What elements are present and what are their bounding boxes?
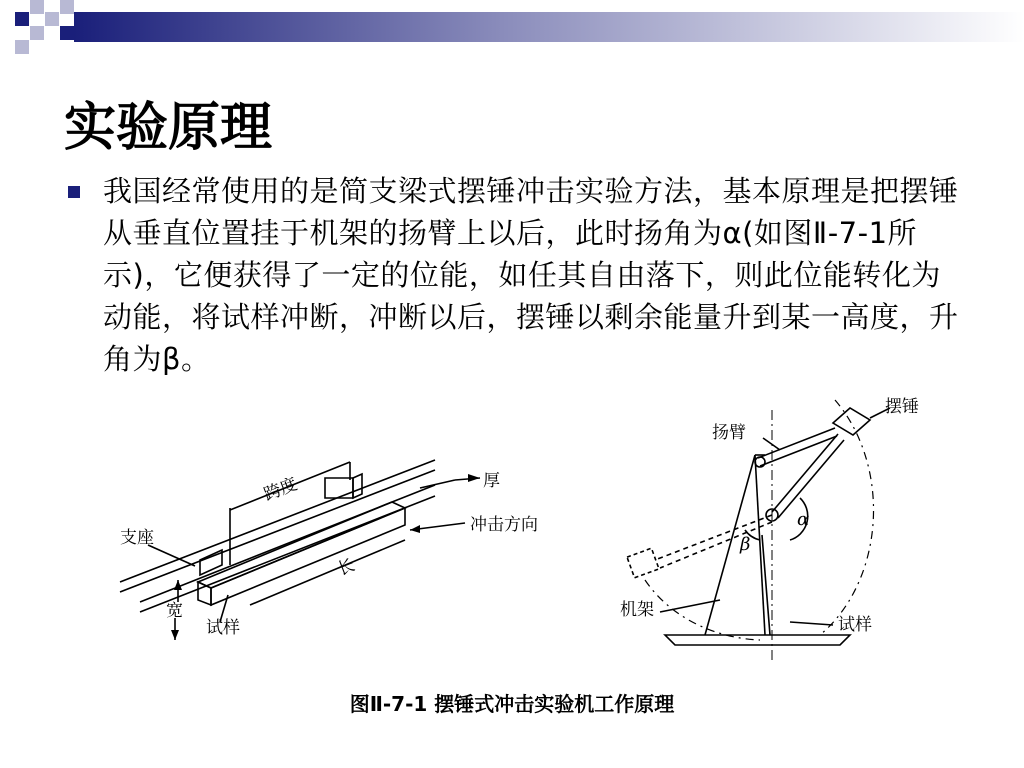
body-paragraph: 我国经常使用的是简支梁式摆锤冲击实验方法，基本原理是把摆锤从垂直位置挂于机架的扬臂上以后，此时扬角为α(如图Ⅱ-7-1所示)，它便获得了一定的位能，如任其自由落下，则此位能转化为动能，将试样冲断，冲断以后，摆锤以剩余能量升到某一高度，升角为β。 — [103, 174, 959, 376]
support-label: 支座 — [120, 528, 154, 548]
thickness-label: 厚 — [483, 471, 500, 491]
length-label: 长 — [334, 555, 358, 580]
bullet-square — [68, 186, 80, 198]
alpha-symbol: α — [797, 509, 810, 530]
impact-test-figure — [100, 390, 980, 670]
figure-caption: 图Ⅱ-7-1 摆锤式冲击实验机工作原理 — [349, 692, 675, 716]
specimen-label: 试样 — [206, 618, 240, 638]
arm-label: 扬臂 — [712, 423, 746, 443]
width-label: 宽 — [166, 601, 183, 621]
hammer-label: 摆锤 — [885, 397, 919, 417]
beta-symbol: β — [740, 534, 751, 555]
span-label: 跨度 — [261, 474, 301, 506]
machine-specimen-label: 试样 — [838, 615, 872, 635]
slide-title: 实验原理 — [64, 97, 273, 158]
impact-direction-label: 冲击方向 — [470, 515, 538, 535]
frame-label: 机架 — [620, 600, 654, 620]
header-decoration — [0, 0, 1024, 56]
